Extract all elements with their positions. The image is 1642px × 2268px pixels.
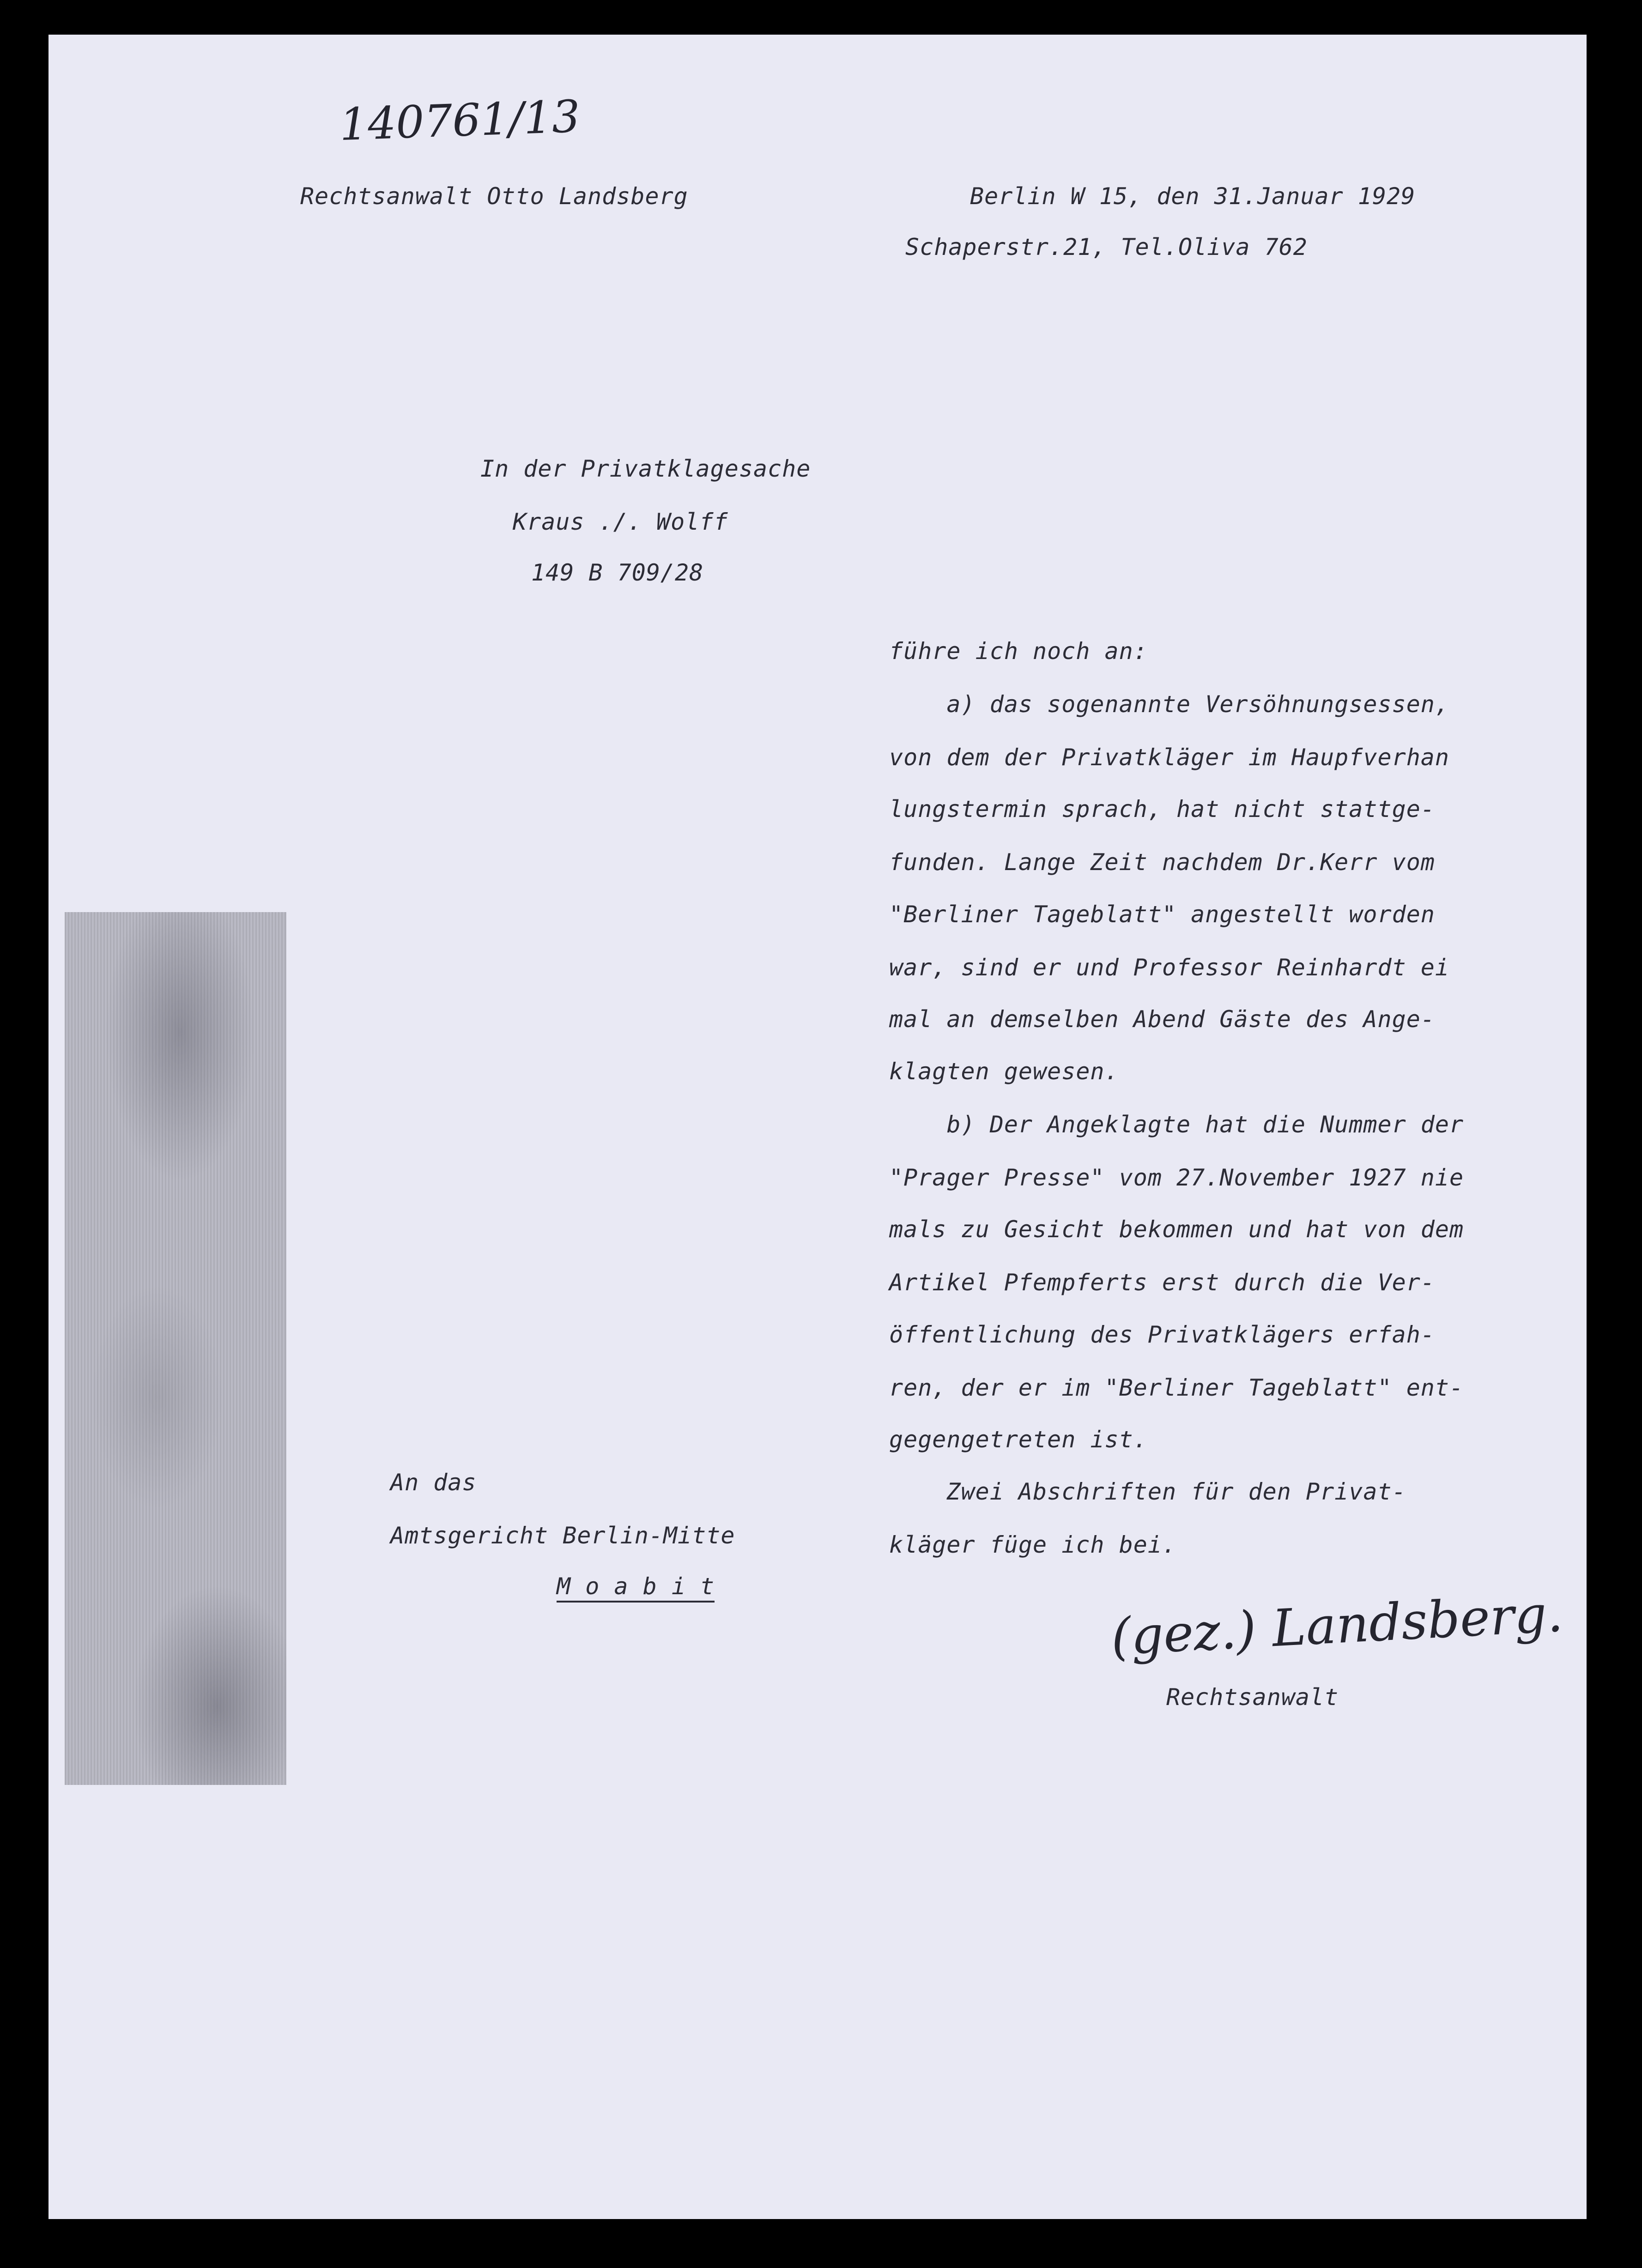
handwritten-reference-number: 140761/13 (339, 90, 581, 151)
body-line: "Berliner Tageblatt" angestellt worden (889, 901, 1435, 928)
body-line: führe ich noch an: (889, 638, 1148, 665)
sender-name: Rechtsanwalt Otto Landsberg (300, 183, 688, 210)
place-and-date: Berlin W 15, den 31.Januar 1929 (970, 183, 1416, 210)
sender-address: Schaperstr.21, Tel.Oliva 762 (905, 234, 1308, 260)
recipient-line-1: An das (390, 1469, 477, 1496)
recipient-court: Amtsgericht Berlin-Mitte (390, 1522, 735, 1549)
recipient-location: M o a b i t (557, 1575, 715, 1603)
body-line: von dem der Privatkläger im Haupfverhan (889, 744, 1449, 771)
case-title: In der Privatklagesache (480, 455, 811, 482)
body-line: mals zu Gesicht bekommen und hat von dem (889, 1216, 1464, 1243)
copy-shadow-artifact (65, 912, 286, 1785)
body-line: ren, der er im "Berliner Tageblatt" ent- (889, 1374, 1464, 1401)
handwritten-signature: (gez.) Landsberg. (1109, 1584, 1564, 1667)
body-line: Artikel Pfempferts erst durch die Ver- (889, 1269, 1435, 1296)
body-line: "Prager Presse" vom 27.November 1927 nie (889, 1164, 1464, 1191)
body-line: mal an demselben Abend Gäste des Ange- (889, 1006, 1435, 1033)
body-line: a) das sogenannte Versöhnungsessen, (889, 691, 1449, 718)
body-line: gegengetreten ist. (889, 1426, 1148, 1453)
document-page (48, 35, 1587, 2219)
body-line: klagten gewesen. (889, 1058, 1119, 1085)
body-line: Zwei Abschriften für den Privat- (889, 1478, 1406, 1505)
signature-title: Rechtsanwalt (1166, 1684, 1339, 1711)
body-line: war, sind er und Professor Reinhardt ei (889, 954, 1449, 981)
body-line: b) Der Angeklagte hat die Nummer der (889, 1111, 1464, 1138)
body-line: lungstermin sprach, hat nicht stattge- (889, 796, 1435, 823)
case-number: 149 B 709/28 (531, 559, 704, 586)
case-parties: Kraus ./. Wolff (513, 508, 728, 535)
body-line: kläger füge ich bei. (889, 1531, 1177, 1558)
body-line: funden. Lange Zeit nachdem Dr.Kerr vom (889, 849, 1435, 876)
body-line: öffentlichung des Privatklägers erfah- (889, 1321, 1435, 1348)
